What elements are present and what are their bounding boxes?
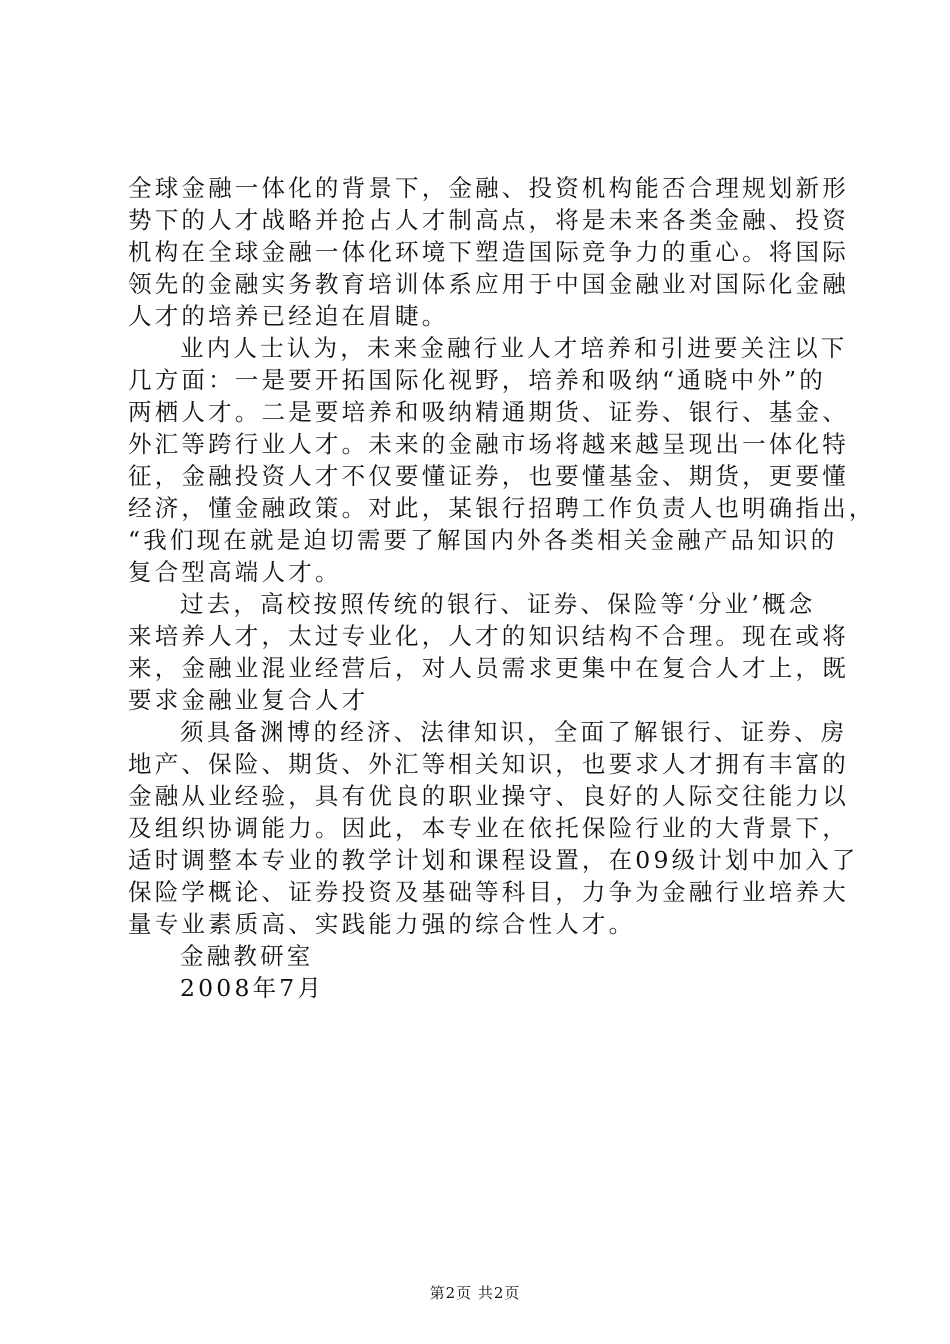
text-line: 外汇等跨行业人才。未来的金融市场将越来越呈现出一体化特 bbox=[128, 430, 849, 458]
text-line: 来培养人才，太过专业化，人才的知识结构不合理。现在或将 bbox=[128, 622, 849, 650]
text-line: 机构在全球金融一体化环境下塑造国际竞争力的重心。将国际 bbox=[128, 238, 849, 266]
document-body bbox=[128, 172, 876, 1004]
text-line: 征，金融投资人才不仅要懂证券，也要懂基金、期货，更要懂 bbox=[128, 462, 849, 490]
text-line: 势下的人才战略并抢占人才制高点，将是未来各类金融、投资 bbox=[128, 206, 849, 234]
text-line: 适时调整本专业的教学计划和课程设置，在09级计划中加入了 bbox=[128, 846, 859, 874]
signature-department: 金融教研室 bbox=[180, 942, 314, 970]
text-line: 要求金融业复合人才 bbox=[128, 686, 369, 714]
paragraph-first-line: 业内人士认为，未来金融行业人才培养和引进要关注以下 bbox=[180, 334, 848, 362]
text-line: 地产、保险、期货、外汇等相关知识，也要求人才拥有丰富的 bbox=[128, 750, 849, 778]
text-line: “我们现在就是迫切需要了解国内外各类相关金融产品知识的 bbox=[128, 526, 838, 554]
text-line: 及组织协调能力。因此，本专业在依托保险行业的大背景下， bbox=[128, 814, 849, 842]
text-line: 两栖人才。二是要培养和吸纳精通期货、证券、银行、基金、 bbox=[128, 398, 849, 426]
text-line: 金融从业经验，具有优良的职业操守、良好的人际交往能力以 bbox=[128, 782, 849, 810]
text-line: 量专业素质高、实践能力强的综合性人才。 bbox=[128, 910, 636, 938]
text-line: 经济，懂金融政策。对此，某银行招聘工作负责人也明确指出， bbox=[128, 494, 876, 522]
signature-date: 2008年7月 bbox=[180, 974, 325, 1002]
paragraph-first-line: 须具备渊博的经济、法律知识，全面了解银行、证券、房 bbox=[180, 718, 848, 746]
text-line: 几方面：一是要开拓国际化视野，培养和吸纳“通晓中外”的 bbox=[128, 366, 826, 394]
text-line: 人才的培养已经迫在眉睫。 bbox=[128, 302, 449, 330]
text-line: 全球金融一体化的背景下，金融、投资机构能否合理规划新形 bbox=[128, 174, 849, 202]
paragraph-first-line: 过去，高校按照传统的银行、证券、保险等‘分业’概念 bbox=[180, 590, 816, 618]
text-line: 领先的金融实务教育培训体系应用于中国金融业对国际化金融 bbox=[128, 270, 849, 298]
text-line: 保险学概论、证券投资及基础等科目，力争为金融行业培养大 bbox=[128, 878, 849, 906]
text-line: 复合型高端人才。 bbox=[128, 558, 342, 586]
text-line: 来，金融业混业经营后，对人员需求更集中在复合人才上，既 bbox=[128, 654, 849, 682]
page-number-footer: 第2页 共2页 bbox=[429, 1284, 521, 1302]
